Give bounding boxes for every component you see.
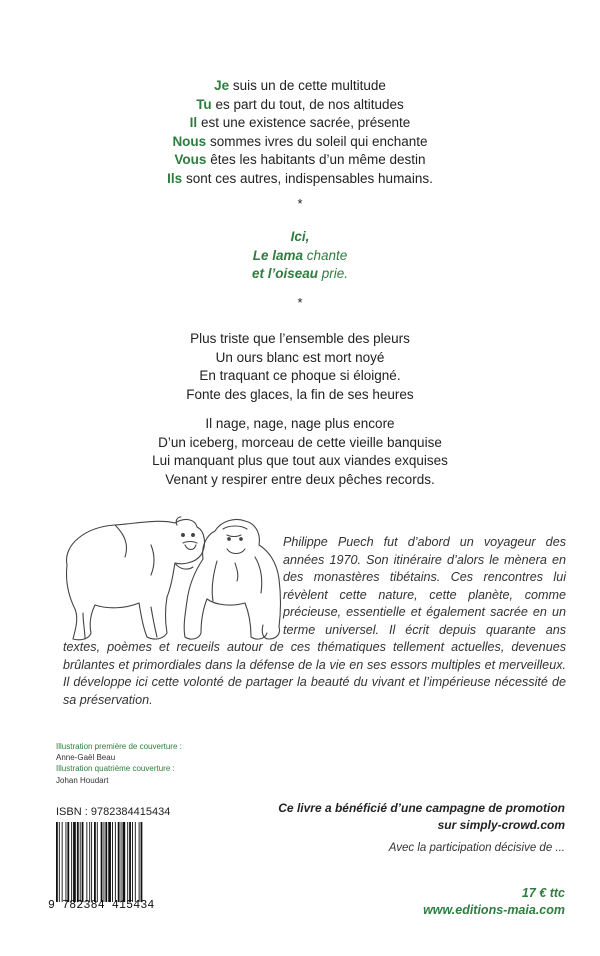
haiku-line: Ici,: [290, 229, 310, 244]
barcode-bar: [129, 822, 131, 902]
stanza-line: Venant y respirer entre deux pêches records.: [165, 471, 435, 487]
barcode-bar: [132, 822, 133, 902]
pronoun-poem: [0, 77, 600, 189]
barcode-bar: [80, 822, 81, 902]
stanza-line: Un ours blanc est mort noyé: [215, 349, 385, 365]
poem-line: Vous êtes les habitants d’un même destin: [174, 152, 426, 168]
barcode-bar: [56, 822, 58, 902]
cover-credit-label: Illustration première de couverture :: [56, 742, 182, 751]
barcode-digits: 9 782384 415434: [48, 899, 155, 912]
barcode-bar: [127, 822, 128, 902]
stanza-line: Plus triste que l’ensemble des pleurs: [190, 331, 410, 346]
stanza-line: En traquant ce phoque si éloigné.: [199, 368, 401, 384]
barcode-bar: [101, 822, 103, 902]
separator-star: *: [297, 196, 303, 211]
isbn-label: ISBN : 9782384415434: [56, 806, 171, 818]
barcode-bar: [82, 822, 84, 902]
barcode-bar: [123, 822, 126, 902]
barcode-bar: [112, 822, 113, 902]
poem-line: Nous sommes ivres du soleil qui enchante: [172, 133, 428, 149]
barcode-bar: [89, 822, 90, 902]
stanza-line: D’un iceberg, morceau de cette vieille banquise: [158, 434, 442, 450]
barcode-bar: [105, 822, 107, 902]
poem-line: Tu es part du tout, de nos altitudes: [196, 96, 404, 112]
back-credit-name: Johan Houdart: [56, 775, 109, 785]
participation-text: Avec la participation décisive de ...: [388, 842, 565, 854]
author-biography: Philippe Puech fut d’abord un voyageur des années 1970. Son itinéraire d’alors le mènera en des monastères tibétains. Ces rencontres lui révèlent cette nature, cette planète, comme précieuse, essentielle et également sacrée en un terme universel. Il écrit depuis quarante ans textes, poèmes et recueils autour de ces thématiques tellement actuelles, devenues brûlantes et primordiales dans la défense de la vie en ses essors multiples et merveilleux. Il développe ici cette volonté de partager la beauté du vivant et l’impérieuse nécessité de sa préservation.: [63, 535, 566, 707]
poem-line: Ils sont ces autres, indispensables humains.: [167, 170, 433, 186]
barcode-bar: [67, 822, 69, 902]
stanza-2: [0, 415, 600, 489]
barcode-bar: [62, 822, 63, 902]
barcode-bar: [77, 822, 79, 902]
stanza-line: Il nage, nage, nage plus encore: [205, 416, 395, 431]
poem-line: Je suis un de cette multitude: [214, 78, 386, 93]
haiku-line: Le lama chante: [252, 247, 348, 263]
barcode: [55, 822, 173, 902]
barcode-bar: [121, 822, 122, 902]
barcode-bar: [59, 822, 60, 902]
barcode-bar: [66, 822, 67, 902]
barcode-bar: [97, 822, 98, 902]
poem-line: Il est une existence sacrée, présente: [189, 115, 411, 131]
barcode-bar: [86, 822, 87, 902]
barcode-bar: [115, 822, 116, 902]
barcode-bar: [141, 822, 143, 902]
barcode-bar: [104, 822, 105, 902]
price: 17 € ttc: [521, 886, 565, 900]
barcode-bar: [135, 822, 136, 902]
haiku-line: et l’oiseau prie.: [251, 266, 349, 282]
promo-text: Ce livre a bénéficié d’une campagne de promotion sur simply-crowd.com: [278, 801, 565, 832]
barcode-bar: [91, 822, 92, 902]
stanza-line: Fonte des glaces, la fin de ses heures: [186, 386, 414, 402]
barcode-bar: [118, 822, 120, 902]
barcode-bar: [139, 822, 140, 902]
barcode-bar: [73, 822, 76, 902]
barcode-bar: [71, 822, 72, 902]
barcode-bar: [94, 822, 96, 902]
separator-star: *: [297, 295, 303, 310]
barcode-bar: [108, 822, 111, 902]
back-credit-label: Illustration quatrième couverture :: [56, 764, 175, 774]
haiku: [0, 228, 600, 284]
illustration-credits: [56, 741, 182, 786]
stanza-line: Lui manquant plus que tout aux viandes exquises: [152, 453, 448, 469]
publisher-website[interactable]: www.editions-maia.com: [423, 903, 565, 917]
stanza-1: [0, 330, 600, 404]
cover-credit-name: Anne-Gaël Beau: [56, 753, 116, 763]
